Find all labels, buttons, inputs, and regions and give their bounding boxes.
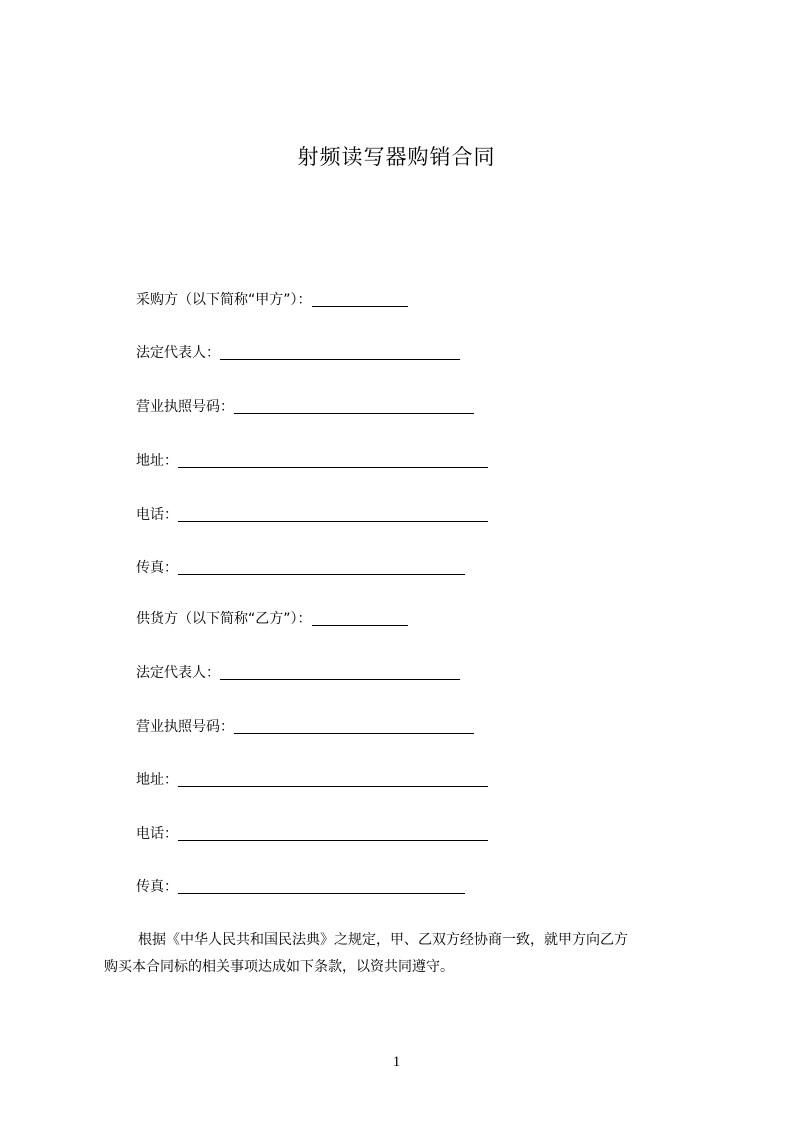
buyer-label: 采购方（以下简称“甲方”）：: [136, 292, 312, 308]
supplier-legal-rep-blank: [220, 664, 460, 680]
supplier-fax-field: [136, 877, 465, 897]
buyer-field: [136, 290, 408, 310]
buyer-fax-label: 传真：: [136, 560, 178, 576]
buyer-legal-rep-label: 法定代表人：: [136, 345, 220, 361]
supplier-address-field: [136, 770, 488, 790]
buyer-fax-field: [136, 558, 465, 578]
supplier-address-blank: [178, 771, 488, 787]
preamble-line-1: 根据《中华人民共和国民法典》之规定，甲、乙双方经协商一致，就甲方向乙方: [138, 932, 628, 948]
supplier-phone-blank: [178, 825, 488, 841]
buyer-legal-rep-blank: [220, 344, 460, 360]
buyer-license-label: 营业执照号码：: [136, 399, 234, 415]
supplier-phone-field: [136, 824, 488, 844]
buyer-phone-label: 电话：: [136, 507, 178, 523]
supplier-fax-label: 传真：: [136, 879, 178, 895]
page-number: 1: [392, 1054, 401, 1070]
buyer-legal-rep-field: [136, 343, 460, 363]
buyer-address-label: 地址：: [136, 453, 178, 469]
buyer-license-blank: [234, 398, 474, 414]
supplier-legal-rep-field: [136, 663, 460, 683]
buyer-blank: [312, 291, 408, 307]
document-title: 射频读写器购销合同: [297, 145, 496, 169]
supplier-license-blank: [234, 718, 474, 734]
supplier-label: 供货方（以下简称“乙方”）：: [136, 611, 312, 627]
supplier-address-label: 地址：: [136, 772, 178, 788]
buyer-license-field: [136, 397, 474, 417]
preamble-line-2: 购买本合同标的相关事项达成如下条款，以资共同遵守。: [104, 959, 454, 975]
supplier-phone-label: 电话：: [136, 826, 178, 842]
supplier-license-label: 营业执照号码：: [136, 719, 234, 735]
buyer-fax-blank: [178, 559, 465, 575]
supplier-fax-blank: [178, 878, 465, 894]
supplier-blank: [312, 610, 408, 626]
buyer-phone-blank: [178, 506, 488, 522]
supplier-license-field: [136, 717, 474, 737]
buyer-address-blank: [178, 452, 488, 468]
buyer-address-field: [136, 451, 488, 471]
supplier-field: [136, 609, 408, 629]
supplier-legal-rep-label: 法定代表人：: [136, 665, 220, 681]
preamble-paragraph: [104, 927, 704, 981]
buyer-phone-field: [136, 505, 488, 525]
